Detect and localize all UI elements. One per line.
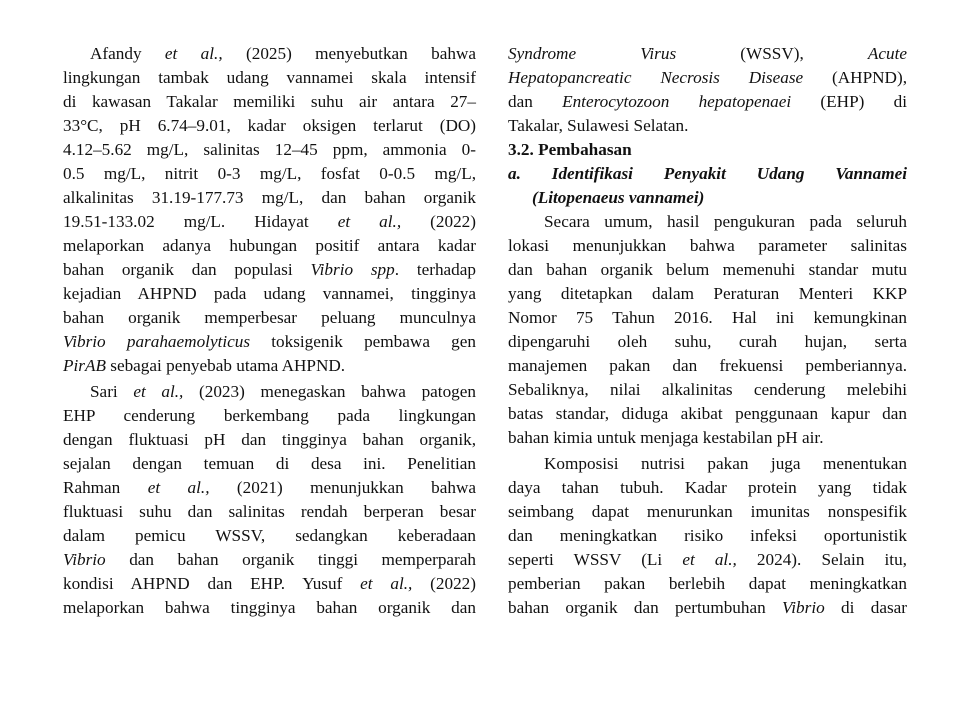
text-line: [63, 354, 476, 378]
text-line: [508, 500, 907, 524]
text-line: [508, 354, 907, 378]
text-line: [508, 524, 907, 548]
text-segment: kejadian AHPND pada udang vannamei, tingginya: [63, 284, 476, 303]
subsection-heading-continued: (Litopenaeus vannamei): [532, 188, 705, 207]
text-segment: (WSSV),: [676, 44, 868, 63]
text-segment: Takalar, Sulawesi Selatan.: [508, 116, 689, 135]
paragraph-secara-umum: [508, 210, 907, 450]
text-line: [508, 258, 907, 282]
paragraph-afandy: [63, 42, 476, 378]
italic-term: Vibrio parahaemolyticus: [63, 332, 251, 351]
text-line: [508, 306, 907, 330]
text-line: [63, 90, 476, 114]
italic-term: Enterocytozoon hepatopenaei: [562, 92, 792, 111]
text-segment: (2022): [412, 574, 476, 593]
text-line: [508, 402, 907, 426]
italic-term: Syndrome Virus: [508, 44, 677, 63]
text-segment: 0.5 mg/L, nitrit 0-3 mg/L, fosfat 0-0.5 mg/L,: [63, 164, 476, 183]
paragraph-komposisi: [508, 452, 907, 620]
text-segment: sejalan dengan temuan di desa ini. Penelitian: [63, 454, 476, 473]
text-line: [508, 282, 907, 306]
text-segment: Sebaliknya, nilai alkalinitas cenderung melebihi: [508, 380, 907, 399]
text-segment: lokasi menunjukkan bahwa parameter salinitas: [508, 236, 907, 255]
text-line: [63, 476, 476, 500]
text-segment: kondisi AHPND dan EHP. Yusuf: [63, 574, 361, 593]
text-segment: di kawasan Takalar memiliki suhu air antara 27–: [63, 92, 476, 111]
text-line: [63, 596, 476, 620]
text-segment: bahan organik dan pertumbuhan: [508, 598, 783, 617]
text-line: [508, 90, 907, 114]
text-segment: di dasar: [824, 598, 907, 617]
text-segment: dan: [508, 92, 563, 111]
italic-term: et al.,: [682, 550, 737, 569]
text-line: [508, 42, 907, 66]
text-line: [63, 210, 476, 234]
italic-term: et al.,: [360, 574, 413, 593]
text-segment: (2025) menyebutkan bahwa: [222, 44, 476, 63]
text-line: [508, 66, 907, 90]
italic-term: PirAB: [63, 356, 106, 375]
text-line: [63, 330, 476, 354]
text-line: [63, 42, 476, 66]
text-line: [508, 210, 907, 234]
text-segment: (2021) menunjukkan bahwa: [209, 478, 476, 497]
text-segment: batas standar, diduga akibat penggunaan kapur dan: [508, 404, 907, 423]
text-segment: Secara umum, hasil pengukuran pada seluruh: [544, 212, 907, 231]
paragraph-sari: [63, 380, 476, 620]
text-segment: dan meningkatkan risiko infeksi oportunistik: [508, 526, 907, 545]
section-heading: 3.2. Pembahasan: [508, 140, 632, 159]
text-line: [63, 234, 476, 258]
text-segment: (2022): [401, 212, 476, 231]
text-line: [63, 114, 476, 138]
text-segment: Rahman: [63, 478, 148, 497]
text-segment: 4.12–5.62 mg/L, salinitas 12–45 ppm, ammonia 0-: [63, 140, 476, 159]
text-segment: fluktuasi suhu dan salinitas rendah berperan besar: [63, 502, 476, 521]
italic-term: et al.,: [337, 212, 402, 231]
text-line: [63, 282, 476, 306]
text-segment: 19.51-133.02 mg/L. Hidayat: [63, 212, 338, 231]
text-line: [63, 258, 476, 282]
text-segment: dan bahan organik belum memenuhi standar mutu: [508, 260, 907, 279]
text-segment: yang ditetapkan dalam Peraturan Menteri KKP: [508, 284, 907, 303]
text-line: [508, 426, 907, 450]
text-line: [508, 476, 907, 500]
text-line: [508, 572, 907, 596]
text-line: [63, 428, 476, 452]
text-segment: seimbang dapat menurunkan imunitas nonspesifik: [508, 502, 907, 521]
text-line: [63, 548, 476, 572]
left-column: [63, 42, 476, 620]
text-segment: 33°C, pH 6.74–9.01, kadar oksigen terlarut (DO): [63, 116, 476, 135]
text-segment: pemberian pakan berlebih dapat meningkatkan: [508, 574, 907, 593]
text-segment: (EHP) di: [791, 92, 907, 111]
text-segment: sebagai penyebab utama AHPND.: [105, 356, 346, 375]
text-segment: bahan kimia untuk menjaga kestabilan pH air.: [508, 428, 824, 447]
text-segment: 2024). Selain itu,: [736, 550, 907, 569]
italic-term: et al.,: [147, 478, 210, 497]
text-segment: Komposisi nutrisi pakan juga menentukan: [544, 454, 907, 473]
text-segment: dipengaruhi oleh suhu, curah hujan, serta: [508, 332, 907, 351]
text-segment: Sari: [90, 382, 134, 401]
text-segment: . terhadap: [394, 260, 476, 279]
text-segment: lingkungan tambak udang vannamei skala intensif: [63, 68, 476, 87]
text-line: [508, 330, 907, 354]
right-column: [508, 42, 907, 620]
text-segment: (2023) menegaskan bahwa patogen: [183, 382, 476, 401]
text-line: [508, 234, 907, 258]
text-line: [63, 572, 476, 596]
text-segment: bahan organik memperbesar peluang munculnya: [63, 308, 476, 327]
text-line: [508, 114, 907, 138]
text-segment: melaporkan bahwa tingginya bahan organik dan: [63, 598, 476, 617]
text-segment: toksigenik pembawa gen: [250, 332, 476, 351]
text-line: [508, 596, 907, 620]
text-segment: bahan organik dan populasi: [63, 260, 311, 279]
text-segment: seperti WSSV (Li: [508, 550, 683, 569]
text-line: [63, 524, 476, 548]
italic-term: Acute: [867, 44, 907, 63]
text-line: [63, 66, 476, 90]
italic-term: Vibrio: [63, 550, 106, 569]
italic-term: et al.,: [164, 44, 223, 63]
text-segment: Nomor 75 Tahun 2016. Hal ini kemungkinan: [508, 308, 907, 327]
italic-term: Vibrio: [782, 598, 825, 617]
text-segment: EHP cenderung berkembang pada lingkungan: [63, 406, 476, 425]
text-line: [63, 162, 476, 186]
text-line: [63, 138, 476, 162]
text-segment: Afandy: [90, 44, 165, 63]
text-line: [63, 452, 476, 476]
text-segment: dalam pemicu WSSV, sedangkan keberadaan: [63, 526, 476, 545]
paragraph-continuation: [508, 42, 907, 138]
italic-term: et al.,: [133, 382, 184, 401]
text-segment: daya tahan tubuh. Kadar protein yang tidak: [508, 478, 907, 497]
text-segment: dengan fluktuasi pH dan tingginya bahan organik,: [63, 430, 476, 449]
text-segment: melaporkan adanya hubungan positif antara kadar: [63, 236, 476, 255]
text-line: [63, 500, 476, 524]
text-line: [63, 186, 476, 210]
italic-term: Vibrio spp: [310, 260, 395, 279]
text-segment: manajemen pakan dan frekuensi pemberiannya.: [508, 356, 907, 375]
text-segment: (AHPND),: [803, 68, 907, 87]
italic-term: Hepatopancreatic Necrosis Disease: [508, 68, 804, 87]
subsection-heading: a. Identifikasi Penyakit Udang Vannamei: [508, 164, 907, 183]
text-line: [63, 404, 476, 428]
text-segment: dan bahan organik tinggi memperparah: [105, 550, 476, 569]
text-segment: alkalinitas 31.19-177.73 mg/L, dan bahan organik: [63, 188, 476, 207]
text-line: [63, 306, 476, 330]
text-line: [508, 378, 907, 402]
text-line: [508, 548, 907, 572]
text-line: [63, 380, 476, 404]
text-line: [508, 452, 907, 476]
